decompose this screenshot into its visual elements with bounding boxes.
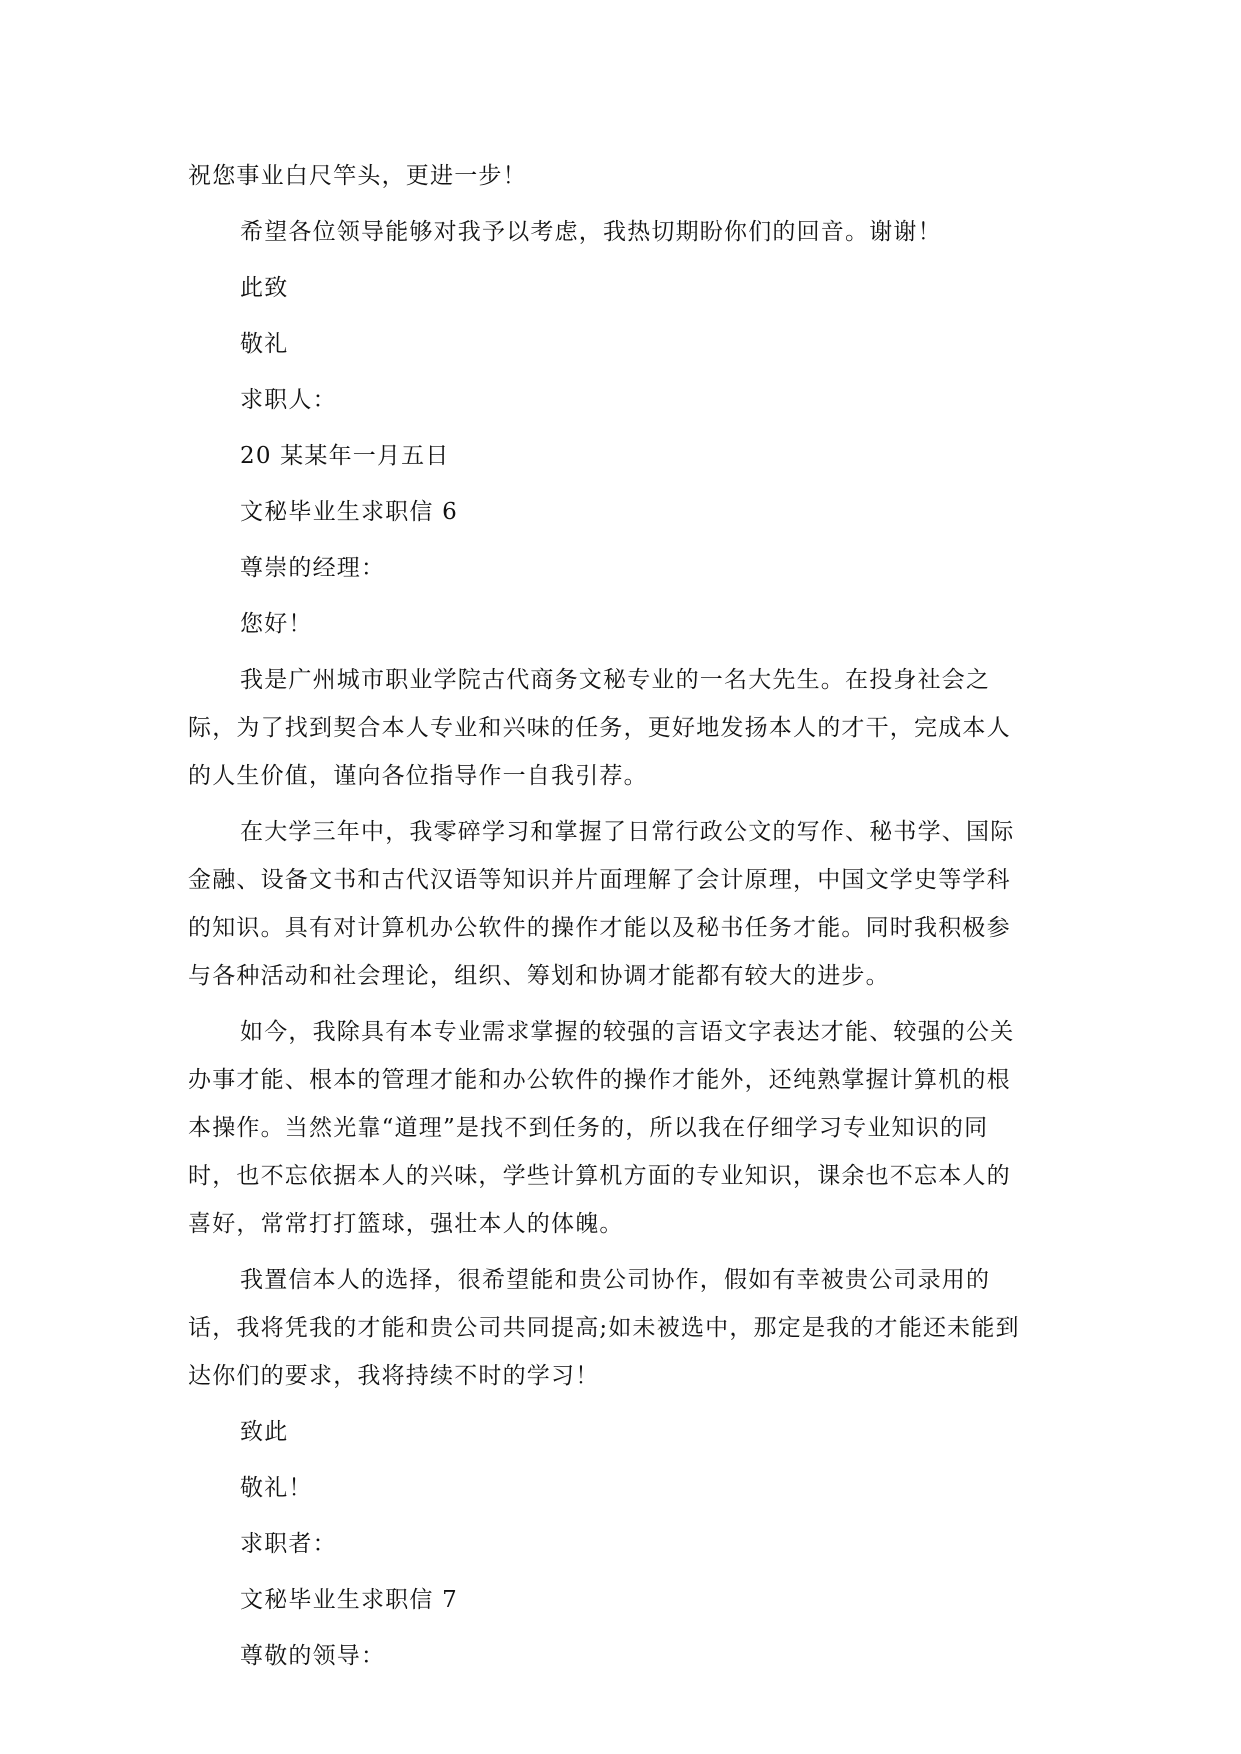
- paragraph: [188, 656, 1054, 800]
- text-line: 话，我将凭我的才能和贵公司共同提高;如未被选中，那定是我的才能还未能到: [188, 1315, 1020, 1341]
- text-line: 在大学三年中，我零碎学习和掌握了日常行政公文的写作、秘书学、国际: [240, 819, 1015, 845]
- paragraph: [188, 208, 1054, 256]
- text-line: 致此: [240, 1419, 289, 1445]
- text-line: 文秘毕业生求职信 6: [240, 499, 458, 525]
- text-line: 际，为了找到契合本人专业和兴味的任务，更好地发扬本人的才干，完成本人: [188, 715, 1011, 741]
- text-line: 达你们的要求，我将持续不时的学习！: [188, 1363, 600, 1389]
- paragraph: [188, 320, 1054, 368]
- text-line: 与各种活动和社会理论，组织、筹划和协调才能都有较大的进步。: [188, 963, 890, 989]
- text-line: 的人生价值，谨向各位指导作一自我引荐。: [188, 763, 648, 789]
- text-line: 文秘毕业生求职信 7: [240, 1587, 458, 1613]
- paragraph: [188, 264, 1054, 312]
- text-line: 敬礼: [240, 331, 289, 357]
- text-line: 20 某某年一月五日: [240, 443, 450, 469]
- paragraph: [188, 1408, 1054, 1456]
- text-line: 尊敬的领导：: [240, 1643, 386, 1669]
- document-body: [188, 152, 1054, 1688]
- paragraph: [188, 432, 1054, 480]
- paragraph: [188, 1464, 1054, 1512]
- text-line: 祝您事业白尺竿头，更进一步！: [188, 163, 527, 189]
- paragraph: [188, 152, 1054, 200]
- text-line: 尊崇的经理：: [240, 555, 386, 581]
- text-line: 喜好，常常打打篮球，强壮本人的体魄。: [188, 1211, 624, 1237]
- paragraph: [188, 600, 1054, 648]
- text-line: 敬礼！: [240, 1475, 313, 1501]
- text-line: 此致: [240, 275, 289, 301]
- text-line: 金融、设备文书和古代汉语等知识并片面理解了会计原理，中国文学史等学科: [188, 867, 1011, 893]
- text-line: 希望各位领导能够对我予以考虑，我热切期盼你们的回音。谢谢！: [240, 219, 942, 245]
- paragraph: [188, 1520, 1054, 1568]
- paragraph: [188, 1256, 1054, 1400]
- paragraph: [188, 376, 1054, 424]
- text-line: 的知识。具有对计算机办公软件的操作才能以及秘书任务才能。同时我积极参: [188, 915, 1011, 941]
- paragraph: [188, 1576, 1054, 1624]
- text-line: 如今，我除具有本专业需求掌握的较强的言语文字表达才能、较强的公关: [240, 1019, 1015, 1045]
- paragraph: [188, 544, 1054, 592]
- text-line: 本操作。当然光靠“道理”是找不到任务的，所以我在仔细学习专业知识的同: [188, 1115, 989, 1141]
- paragraph: [188, 1008, 1054, 1248]
- text-line: 时，也不忘依据本人的兴味，学些计算机方面的专业知识，课余也不忘本人的: [188, 1163, 1011, 1189]
- text-line: 我是广州城市职业学院古代商务文秘专业的一名大先生。在投身社会之: [240, 667, 991, 693]
- paragraph: [188, 808, 1054, 1000]
- text-line: 求职人：: [240, 387, 337, 413]
- paragraph: [188, 488, 1054, 536]
- text-line: 您好！: [240, 611, 313, 637]
- text-line: 我置信本人的选择，很希望能和贵公司协作，假如有幸被贵公司录用的: [240, 1267, 991, 1293]
- paragraph: [188, 1632, 1054, 1680]
- text-line: 办事才能、根本的管理才能和办公软件的操作才能外，还纯熟掌握计算机的根: [188, 1067, 1011, 1093]
- text-line: 求职者：: [240, 1531, 337, 1557]
